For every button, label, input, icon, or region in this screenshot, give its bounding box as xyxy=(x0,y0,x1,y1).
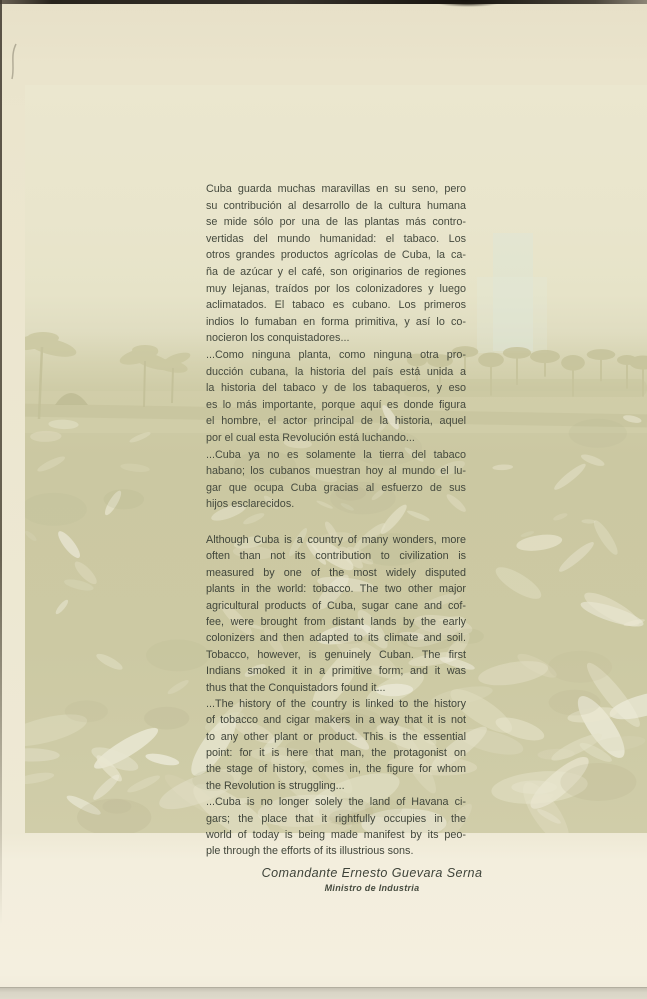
text-line: colonizers and then adapted to its climate and soil. xyxy=(206,632,466,645)
text-line: otros grandes productos agrícolas de Cuba, la ca- xyxy=(206,249,466,262)
text-line: Cuba guarda muchas maravillas en su seno, pero xyxy=(206,183,466,195)
text-line: se mide sólo por una de las plantas más contro- xyxy=(206,216,467,229)
scan-top-edge xyxy=(0,0,647,4)
text-line: ...Cuba ya no es solamente la tierra del tabaco xyxy=(206,448,466,461)
photo-artifact-band xyxy=(477,233,547,353)
text-line: world of today is being made manifest by its peo- xyxy=(206,829,466,842)
scratch-mark xyxy=(7,42,27,82)
text-line: habano; los cubanos muestran hoy al mundo el lu- xyxy=(206,465,466,478)
text-line: gar que ocupa Cuba gracias al esfuerzo de sus xyxy=(206,481,466,494)
scan-left-edge xyxy=(0,0,2,925)
text-line: to any other plant or product. This is the essential xyxy=(206,730,466,743)
text-line: gars; the place that it rightfully occupies in the xyxy=(206,812,466,825)
text-line: nocieron los conquistadores... xyxy=(206,332,350,345)
text-line: agricultural products of Cuba, sugar cane and cof- xyxy=(206,599,466,612)
scan-bottom-page-edge xyxy=(0,987,647,999)
scan-top-smudge xyxy=(437,0,499,7)
text-line: plants in the world: tobacco. The two other major xyxy=(206,583,467,596)
text-line: su contribución al desarrollo de la cultura humana xyxy=(206,199,466,212)
text-line: Indians smoked it in a primitive form; and it was xyxy=(206,665,467,678)
text-line: es lo más importante, porque aquí es donde figura xyxy=(206,398,466,411)
text-line: Although Cuba is a country of many wonders, more xyxy=(206,534,467,546)
text-line: vertidas del mundo humanidad: el tabaco. Los xyxy=(206,232,466,245)
text-line: indios lo fumaban en forma primitiva, y así lo co- xyxy=(206,315,466,328)
signature-name: Comandante Ernesto Guevara Serna xyxy=(261,866,483,880)
text-line: point: for it is here that man, the protagonist on xyxy=(206,747,466,760)
text-line: fee, were brought from distant lands by the early xyxy=(206,615,467,628)
text-line: measured by one of the most widely disputed xyxy=(206,566,466,579)
text-line: ple through the efforts of its illustrious sons. xyxy=(206,845,414,858)
text-line: ...The history of the country is linked to the history xyxy=(206,697,466,710)
text-line: por el cual esta Revolución está luchando... xyxy=(206,431,415,444)
text-line: muy lejanas, traídos por los colonizadores y luego xyxy=(206,282,466,295)
text-line: la historia del tabaco y de los tabaqueros, y eso xyxy=(206,382,467,395)
text-line: el hombre, el actor principal de la historia, aquel xyxy=(206,415,466,428)
text-line: often than not its contribution to civilization is xyxy=(206,550,466,563)
text-line: ducción cubana, la historia del país está unida a xyxy=(206,365,467,378)
text-line: hijos esclarecidos. xyxy=(206,498,295,511)
text-line: the stage of history, comes in, the figure for whom xyxy=(206,763,467,776)
spanish-quote-block xyxy=(206,181,466,513)
text-line: ...Cuba is no longer solely the land of Havana ci- xyxy=(206,796,466,809)
signature-title: Ministro de Industria xyxy=(324,883,420,893)
text-line: ña de azúcar y el café, son originarios de regiones xyxy=(206,265,466,278)
text-line: ...Como ninguna planta, como ninguna otra pro- xyxy=(206,348,466,361)
text-line: of tobacco and cigar makers in a way that it is not xyxy=(206,714,466,727)
text-line: Tobacco, however, is genuinely Cuban. The first xyxy=(206,648,466,661)
english-quote-block xyxy=(206,532,466,860)
text-line: the Revolution is struggling... xyxy=(206,779,345,792)
text-line: aclimatados. El tabaco es cubano. Los primeros xyxy=(206,299,466,312)
signature-block xyxy=(222,866,522,893)
text-line: thus that the Conquistadors found it... xyxy=(206,681,386,694)
